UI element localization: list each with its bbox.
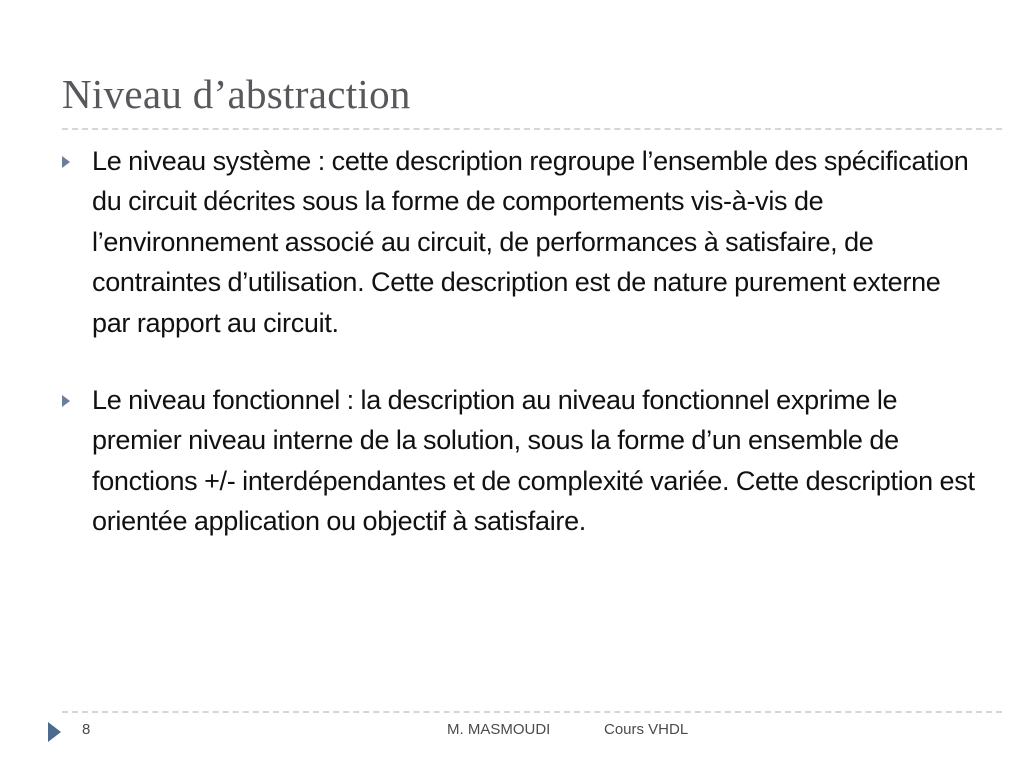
triangle-arrow-icon <box>48 722 61 742</box>
bullet-item-system-level <box>62 141 982 343</box>
triangle-bullet-icon <box>62 395 70 407</box>
bullet-item-functional-level <box>62 380 982 542</box>
slide-title: Niveau d’abstraction <box>62 71 411 117</box>
page-number: 8 <box>82 721 91 738</box>
title-divider <box>62 128 1002 130</box>
bullet-text: Le niveau fonctionnel : la description au niveau fonctionnel exprime le premier niveau interne de la solution, sous la forme d’un ensemble de fonctions +/- interdépendantes et de complexité variée. Cette description est orientée application ou objectif à satisfaire. <box>92 385 975 537</box>
footer-divider <box>62 711 1002 713</box>
bullet-list <box>62 141 982 542</box>
footer-author: M. MASMOUDI <box>447 721 551 738</box>
bullet-text: Le niveau système : cette description regroupe l’ensemble des spécification du circuit décrites sous la forme de comportements vis-à-vis de l’environnement associé au circuit, de performances à satisfaire, de contraintes d’utilisation. Cette description est de nature purement externe par rapport au circuit. <box>92 146 969 338</box>
triangle-bullet-icon <box>62 156 70 168</box>
footer-course: Cours VHDL <box>604 721 689 738</box>
